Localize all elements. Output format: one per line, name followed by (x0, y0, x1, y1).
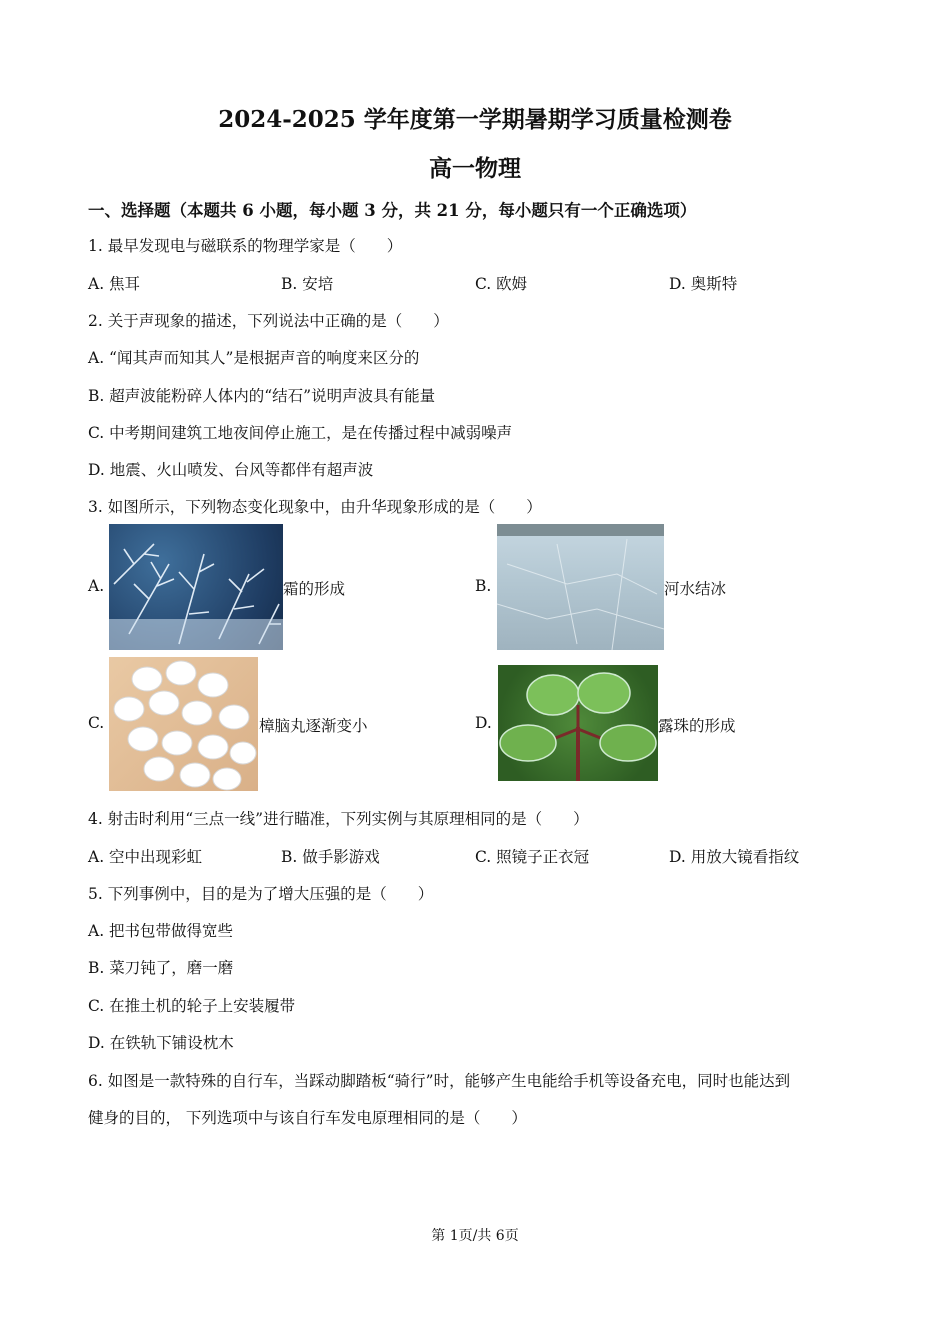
question-3-option-c-letter: C. (88, 714, 105, 732)
question-1-option-b: B. 安培 (281, 275, 334, 293)
question-3-option-a-letter: A. (88, 577, 105, 595)
question-1-option-a: A. 焦耳 (88, 275, 141, 293)
question-4-option-d: D. 用放大镜看指纹 (669, 848, 800, 866)
question-2-stem: 2. 关于声现象的描述，下列说法中正确的是（ ） (88, 312, 449, 330)
frost-image (109, 524, 283, 650)
page-footer: 第 1页/共 6页 (431, 1228, 519, 1244)
ice-image (497, 524, 664, 650)
question-1-option-c: C. 欧姆 (475, 275, 528, 293)
question-2-option-d: D. 地震、火山喷发、台风等都伴有超声波 (88, 461, 374, 479)
question-1-option-d: D. 奥斯特 (669, 275, 738, 293)
question-5-stem: 5. 下列事例中，目的是为了增大压强的是（ ） (88, 885, 434, 903)
question-4-stem: 4. 射击时利用“三点一线”进行瞄准，下列实例与其原理相同的是（ ） (88, 810, 589, 828)
question-5-option-c: C. 在推土机的轮子上安装履带 (88, 997, 296, 1015)
question-6-stem-line-1: 6. 如图是一款特殊的自行车，当踩动脚踏板“骑行”时，能够产生电能给手机等设备充电，同时也能达到 (88, 1072, 791, 1090)
dew-image (498, 665, 658, 781)
question-6-stem-line-2: 健身的目的， 下列选项中与该自行车发电原理相同的是（ ） (88, 1109, 527, 1127)
question-3-option-a-caption: 霜的形成 (283, 580, 346, 598)
mothballs-image (109, 657, 258, 791)
question-2-option-c: C. 中考期间建筑工地夜间停止施工，是在传播过程中减弱噪声 (88, 424, 513, 442)
question-4-option-c: C. 照镜子正衣冠 (475, 848, 590, 866)
question-3-option-b-letter: B. (475, 577, 492, 595)
section-heading: 一、选择题（本题共 6 小题，每小题 3 分，共 21 分，每小题只有一个正确选项） (88, 201, 697, 220)
question-3-stem: 3. 如图所示，下列物态变化现象中，由升华现象形成的是（ ） (88, 498, 542, 516)
question-3-option-b-caption: 河水结冰 (664, 580, 727, 598)
page-subtitle: 高一物理 (429, 155, 521, 182)
question-2-option-a: A. “闻其声而知其人”是根据声音的响度来区分的 (88, 349, 420, 367)
question-1-stem: 1. 最早发现电与磁联系的物理学家是（ ） (88, 237, 403, 255)
question-3-option-c-caption: 樟脑丸逐渐变小 (259, 717, 368, 735)
question-4-option-b: B. 做手影游戏 (281, 848, 380, 866)
question-3-option-d-caption: 露珠的形成 (658, 717, 736, 735)
question-5-option-b: B. 菜刀钝了，磨一磨 (88, 959, 234, 977)
question-2-option-b: B. 超声波能粉碎人体内的“结石”说明声波具有能量 (88, 387, 436, 405)
question-3-option-d-letter: D. (475, 714, 492, 732)
question-5-option-a: A. 把书包带做得宽些 (88, 922, 234, 940)
page-title: 2024-2025 学年度第一学期暑期学习质量检测卷 (218, 106, 732, 133)
question-4-option-a: A. 空中出现彩虹 (88, 848, 203, 866)
question-5-option-d: D. 在铁轨下铺设枕木 (88, 1034, 234, 1052)
